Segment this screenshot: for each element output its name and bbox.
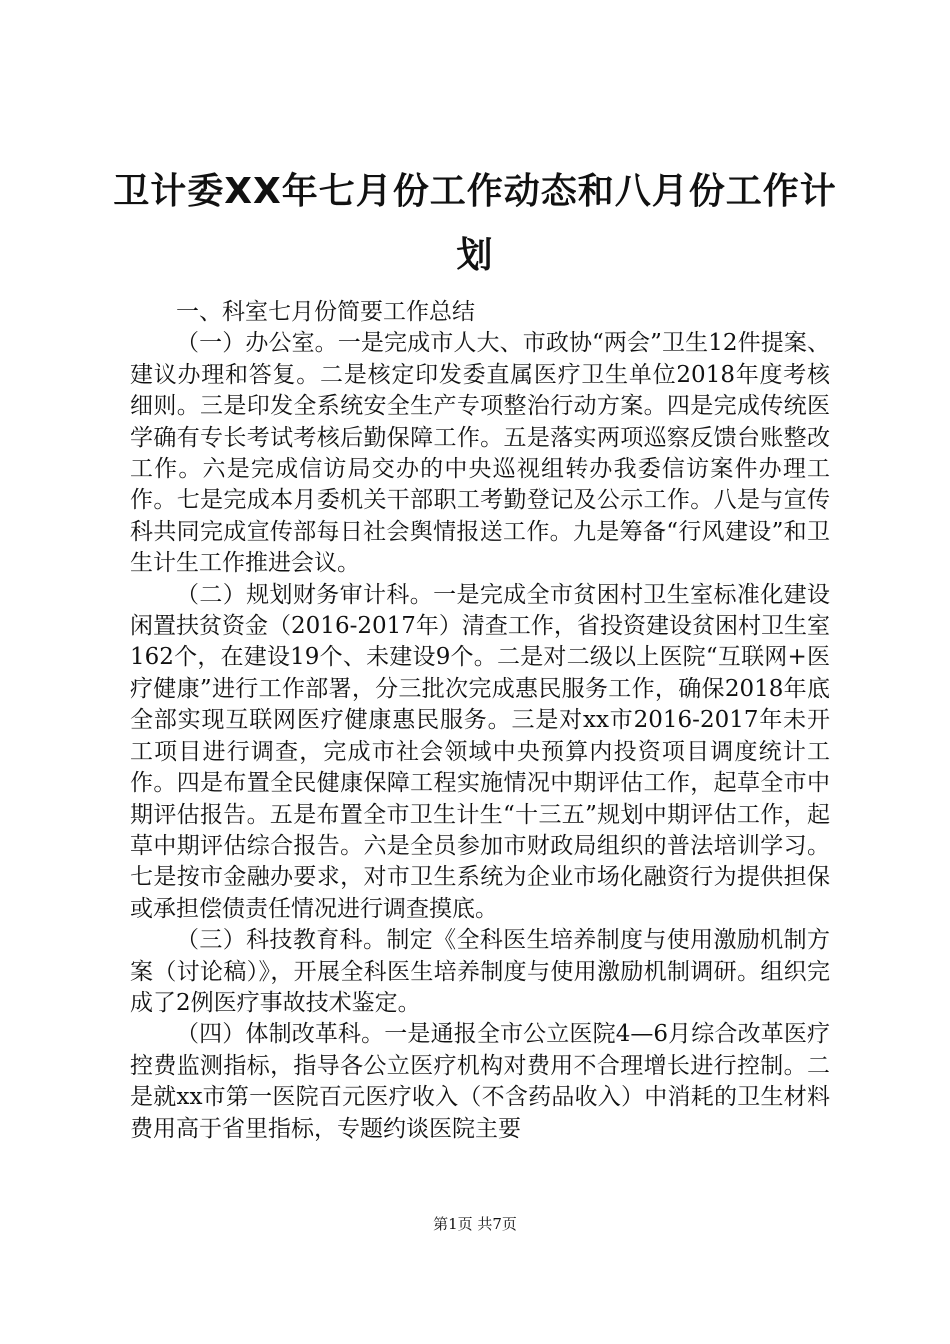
page-footer: 第1页 共7页 <box>433 1215 517 1233</box>
section-heading: 一、科室七月份简要工作总结 <box>176 299 475 325</box>
document-title: 卫计委XX年七月份工作动态和八月份工作计划 <box>113 171 837 276</box>
paragraph-office: （一）办公室。一是完成市人大、市政协“两会”卫生12件提案、建议办理和答复。二是核定印发委直属医疗卫生单位2018年度考核细则。三是印发全系统安全生产专项整治行动方案。四是完成传统医学确有专长考试考核后勤保障工作。五是落实两项巡察反馈台账整改工作。六是完成信访局交办的中央巡视组转办我委信访案件办理工作。七是完成本月委机关干部职工考勤登记及公示工作。八是与宣传科共同完成宣传部每日社会舆情报送工作。九是筹备“行风建设”和卫生计生工作推进会议。 <box>130 330 830 577</box>
paragraph-science-education: （三）科技教育科。制定《全科医生培养制度与使用激励机制方案（讨论稿）》，开展全科医生培养制度与使用激励机制调研。组织完成了2例医疗事故技术鉴定。 <box>130 927 830 1016</box>
paragraph-planning-finance: （二）规划财务审计科。一是完成全市贫困村卫生室标准化建设闲置扶贫资金（2016-2017年）清查工作，省投资建设贫困村卫生室162个，在建设19个、未建设9个。二是对二级以上医院“互联网+医疗健康”进行工作部署，分三批次完成惠民服务工作，确保2018年底全部实现互联网医疗健康惠民服务。三是对xx市2016-2017年未开工项目进行调查，完成市社会领域中央预算内投资项目调度统计工作。四是布置全民健康保障工程实施情况中期评估工作，起草全市中期评估报告。五是布置全市卫生计生“十三五”规划中期评估工作，起草中期评估综合报告。六是全员参加市财政局组织的普法培训学习。七是按市金融办要求，对市卫生系统为企业市场化融资行为提供担保或承担偿债责任情况进行调查摸底。 <box>130 581 830 922</box>
document-body <box>130 297 830 1145</box>
paragraph-system-reform: （四）体制改革科。一是通报全市公立医院4—6月综合改革医疗控费监测指标，指导各公立医疗机构对费用不合理增长进行控制。二是就xx市第一医院百元医疗收入（不含药品收入）中消耗的卫生材料费用高于省里指标，专题约谈医院主要 <box>130 1021 830 1142</box>
